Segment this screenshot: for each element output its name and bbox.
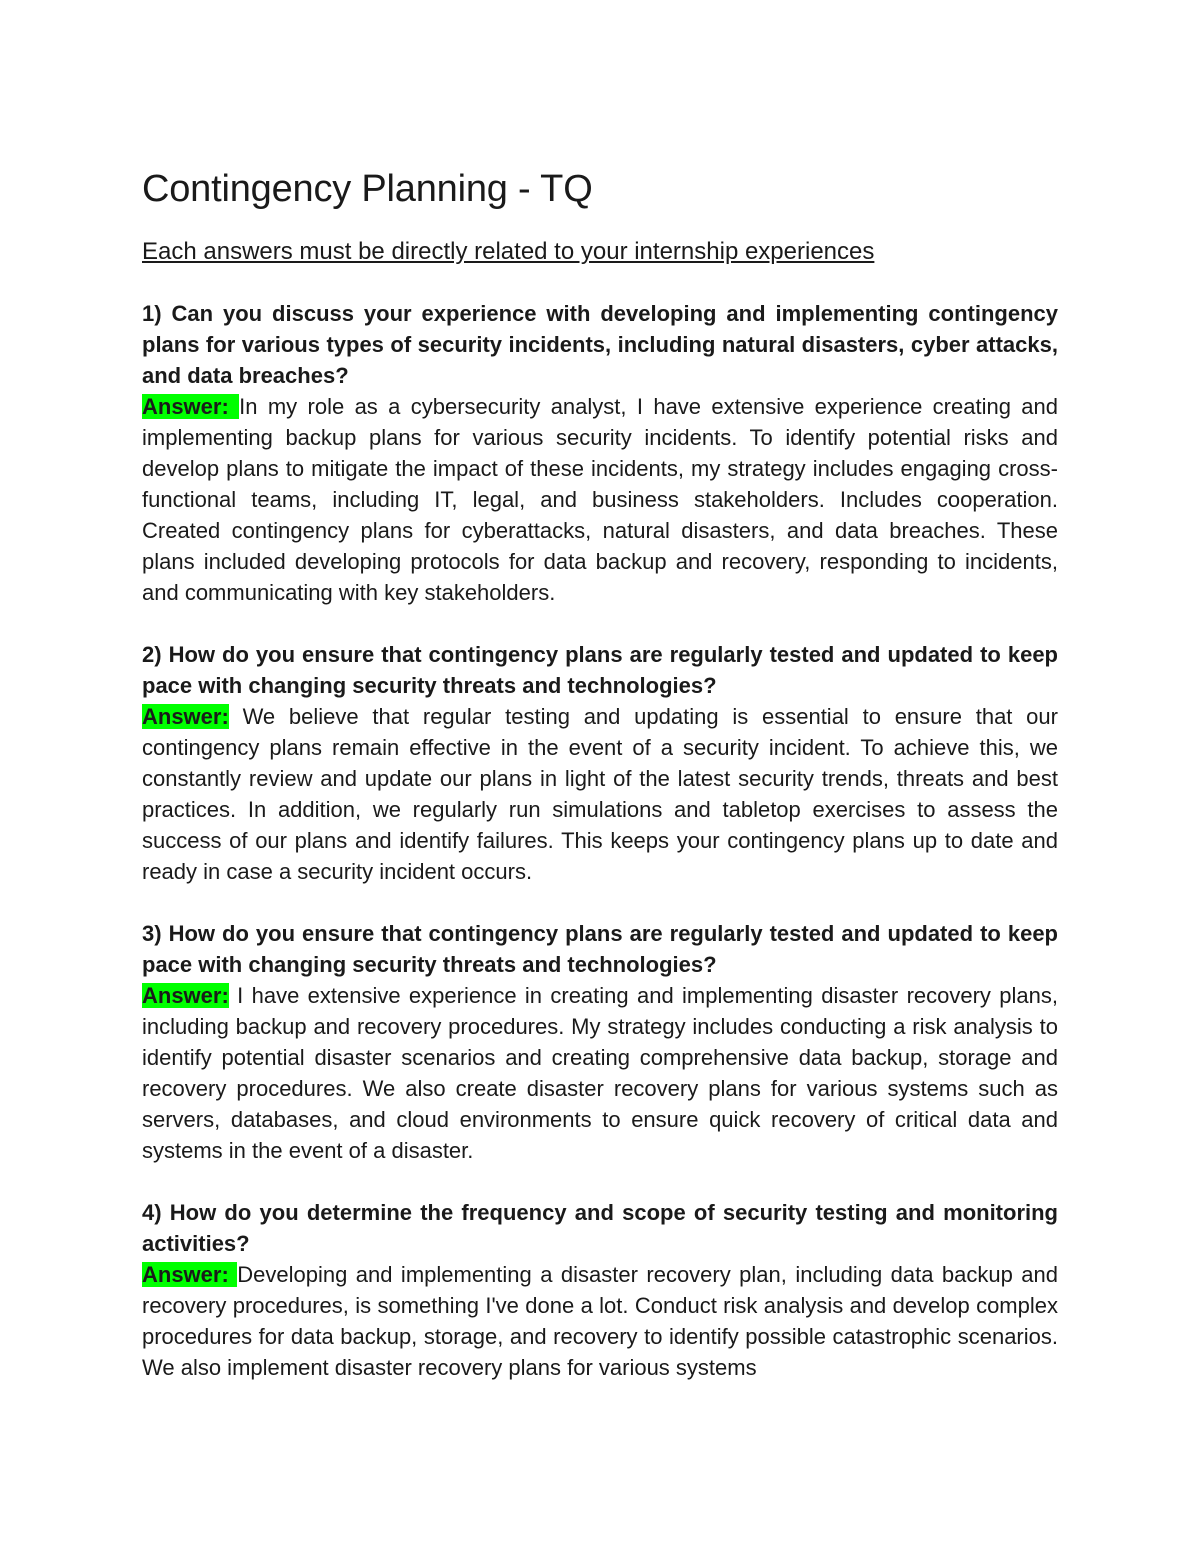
document-title: Contingency Planning - TQ [142,168,593,210]
qa-item-4 [142,1197,1058,1383]
answer-label: Answer: [142,1262,229,1287]
answer-1 [142,391,1058,608]
document-subtitle: Each answers must be directly related to your internship experiences [142,238,875,265]
question-1: 1) Can you discuss your experience with developing and implementing contingency plans for various types of security incidents, including natural disasters, cyber attacks, and data breaches? [142,301,1058,388]
question-3: 3) How do you ensure that contingency plans are regularly tested and updated to keep pace with changing security threats and technologies? [142,921,1058,977]
qa-item-2 [142,639,1058,887]
answer-text-1: In my role as a cybersecurity analyst, I have extensive experience creating and implementing backup plans for various security incidents. To identify potential risks and develop plans to mitigate the impact of these incidents, my strategy includes engaging cross-functional teams, including IT, legal, and business stakeholders. Includes cooperation. Created contingency plans for cyberattacks, natural disasters, and data breaches. These plans included developing protocols for data backup and recovery, responding to incidents, and communicating with key stakeholders. [142,394,1058,605]
answer-label: Answer: [142,704,229,729]
answer-3 [142,980,1058,1166]
answer-2 [142,701,1058,887]
answer-4 [142,1259,1058,1383]
answer-label: Answer: [142,394,229,419]
question-4: 4) How do you determine the frequency and scope of security testing and monitoring activities? [142,1200,1058,1256]
question-2: 2) How do you ensure that contingency plans are regularly tested and updated to keep pace with changing security threats and technologies? [142,642,1058,698]
answer-label: Answer: [142,983,229,1008]
qa-item-3 [142,918,1058,1166]
qa-item-1 [142,298,1058,608]
answer-text-2: We believe that regular testing and updating is essential to ensure that our contingency plans remain effective in the event of a security incident. To achieve this, we constantly review and update our plans in light of the latest security trends, threats and best practices. In addition, we regularly run simulations and tabletop exercises to assess the success of our plans and identify failures. This keeps your contingency plans up to date and ready in case a security incident occurs. [142,704,1058,884]
answer-text-4: Developing and implementing a disaster recovery plan, including data backup and recovery procedures, is something I've done a lot. Conduct risk analysis and develop complex procedures for data backup, storage, and recovery to identify possible catastrophic scenarios. We also implement disaster recovery plans for various systems [142,1262,1058,1380]
answer-text-3: I have extensive experience in creating and implementing disaster recovery plans, including backup and recovery procedures. My strategy includes conducting a risk analysis to identify potential disaster scenarios and creating comprehensive data backup, storage and recovery procedures. We also create disaster recovery plans for various systems such as servers, databases, and cloud environments to ensure quick recovery of critical data and systems in the event of a disaster. [142,983,1058,1163]
document-page [142,166,1058,1414]
